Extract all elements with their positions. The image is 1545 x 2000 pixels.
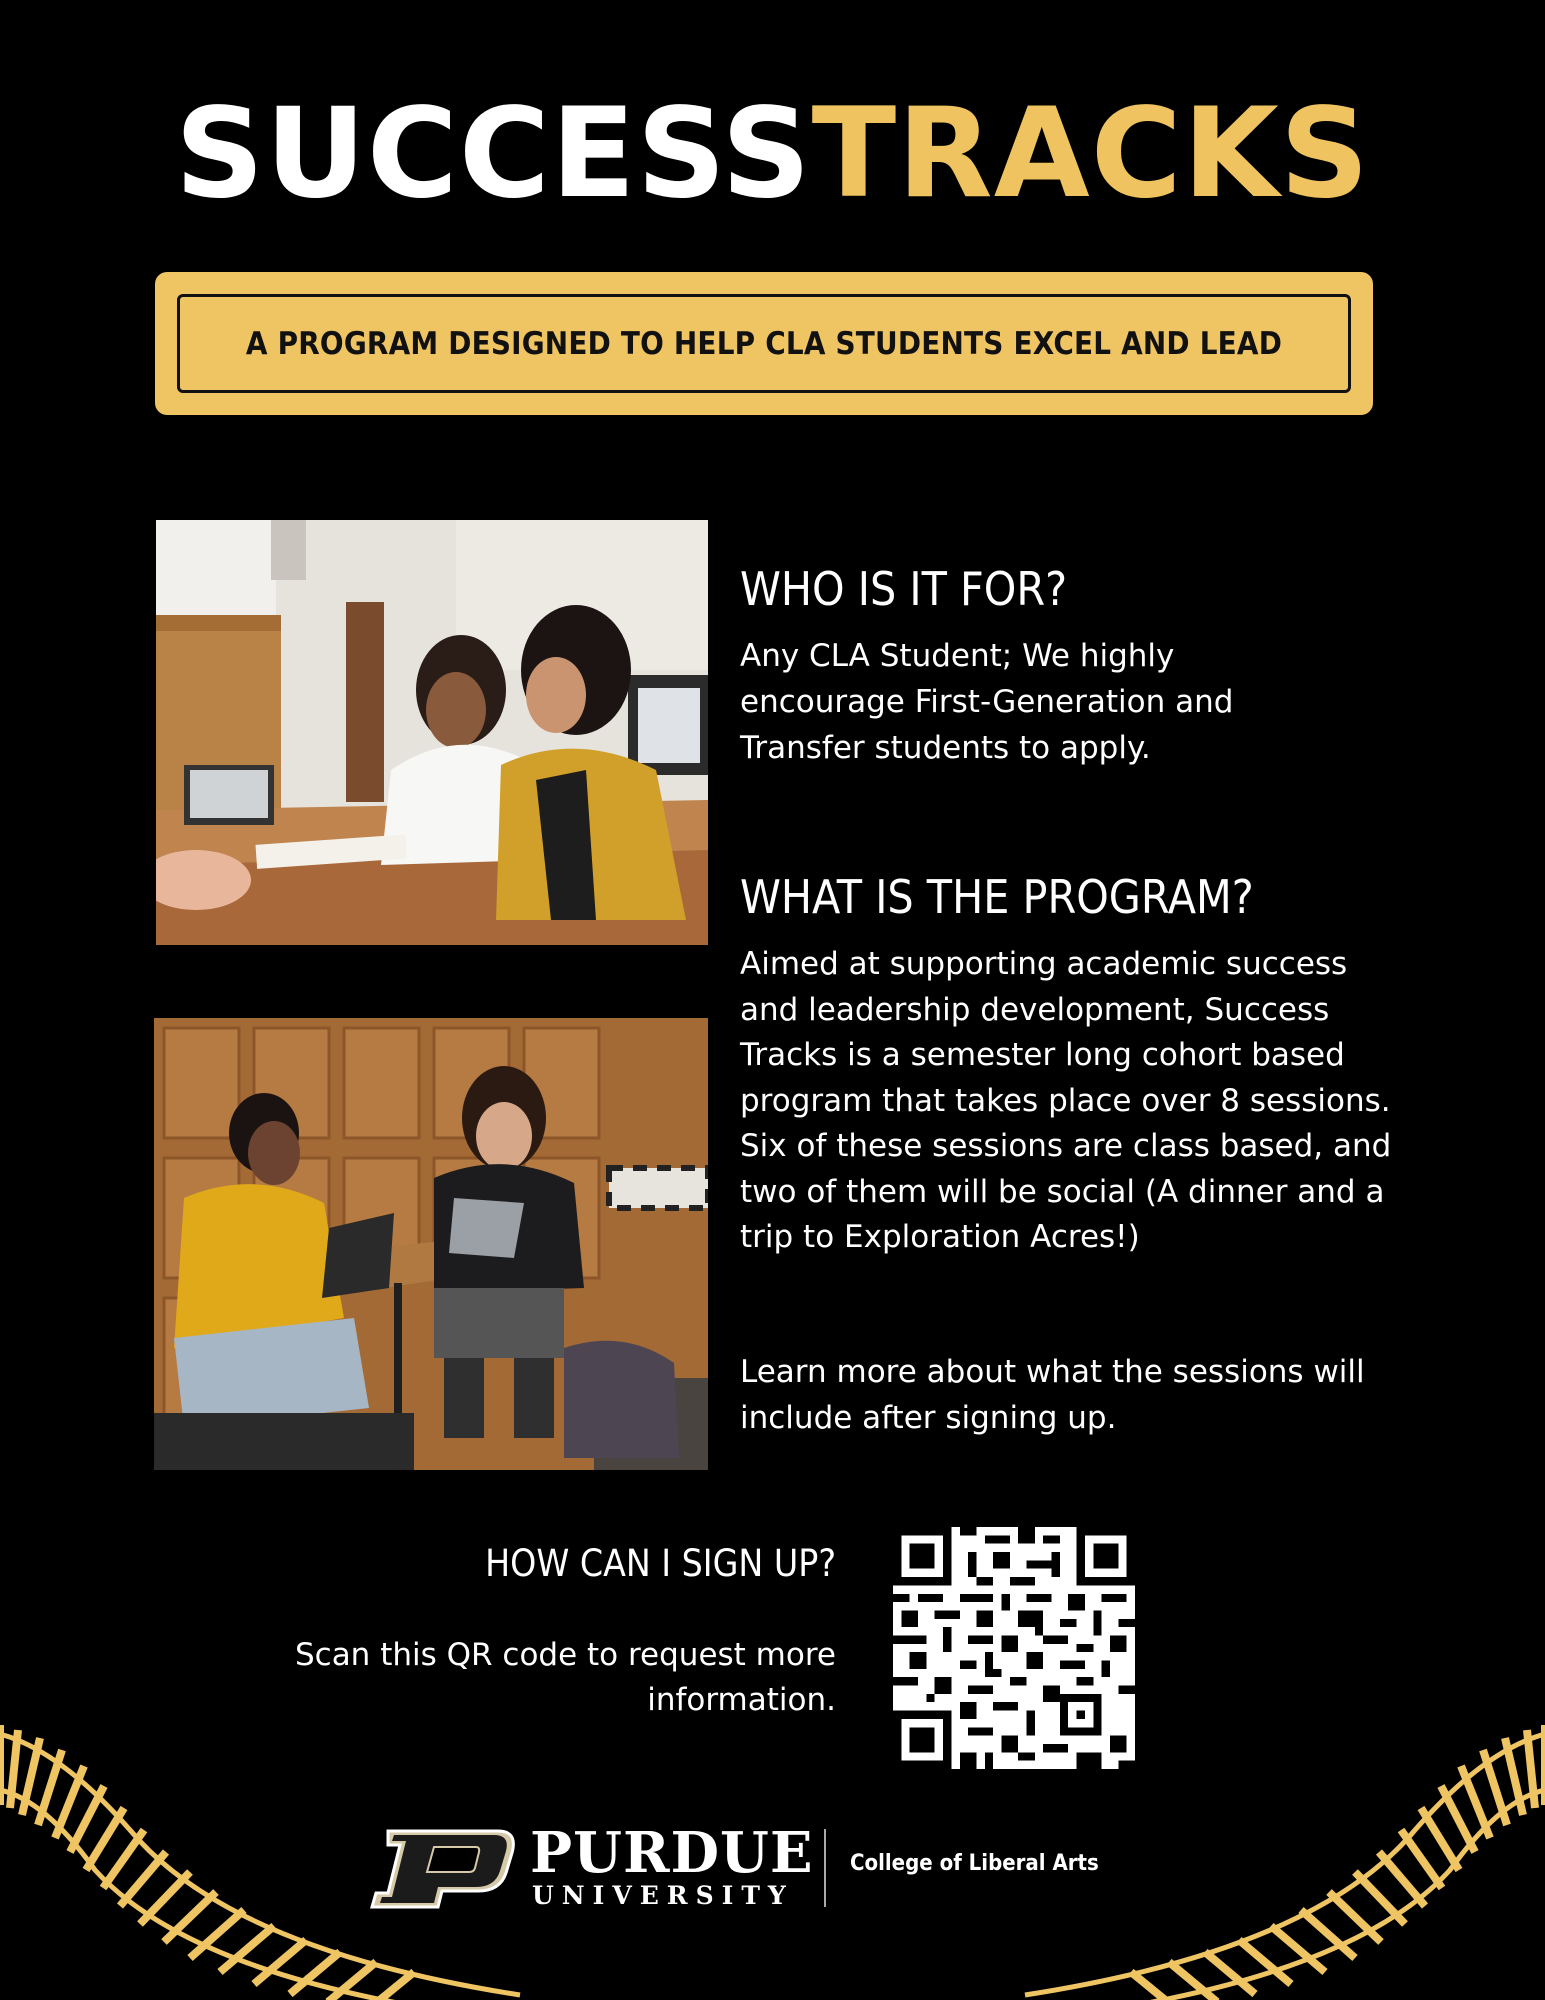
tagline-frame [177, 294, 1351, 393]
purdue-p-logo-icon [370, 1829, 515, 1909]
tagline-text: A PROGRAM DESIGNED TO HELP CLA STUDENTS EXCEL AND LEAD [245, 325, 1283, 362]
who-body: Any CLA Student; We highly encourage First-Generation and Transfer students to apply. [740, 638, 1234, 766]
title-success: SUCCESS [174, 82, 812, 226]
students-studying-photo [156, 520, 708, 945]
signup-body: Scan this QR code to request more information. [294, 1637, 836, 1718]
page-title [0, 82, 1545, 226]
students-laptops-photo [154, 1018, 708, 1470]
purdue-logo [370, 1820, 1099, 1915]
who-heading: WHO IS IT FOR? [740, 562, 1068, 616]
title-tracks: TRACKS [811, 82, 1371, 226]
college-name: College of Liberal Arts [850, 1851, 1099, 1876]
what-heading: WHAT IS THE PROGRAM? [740, 870, 1254, 924]
university-wordmark: UNIVERSITY [532, 1881, 794, 1910]
logo-divider [824, 1829, 826, 1907]
signup-heading: HOW CAN I SIGN UP? [485, 1542, 836, 1585]
what-body: Aimed at supporting academic success and leadership development, Success Tracks is a semester long cohort based program that takes place over 8 sessions. Six of these sessions are class based, and two of them will be social (A dinner and a trip to Exploration Acres!) [740, 946, 1392, 1255]
purdue-wordmark: PURDUE [530, 1820, 814, 1886]
what-body-2: Learn more about what the sessions will include after signing up. [740, 1354, 1365, 1436]
tagline-banner [155, 272, 1373, 415]
